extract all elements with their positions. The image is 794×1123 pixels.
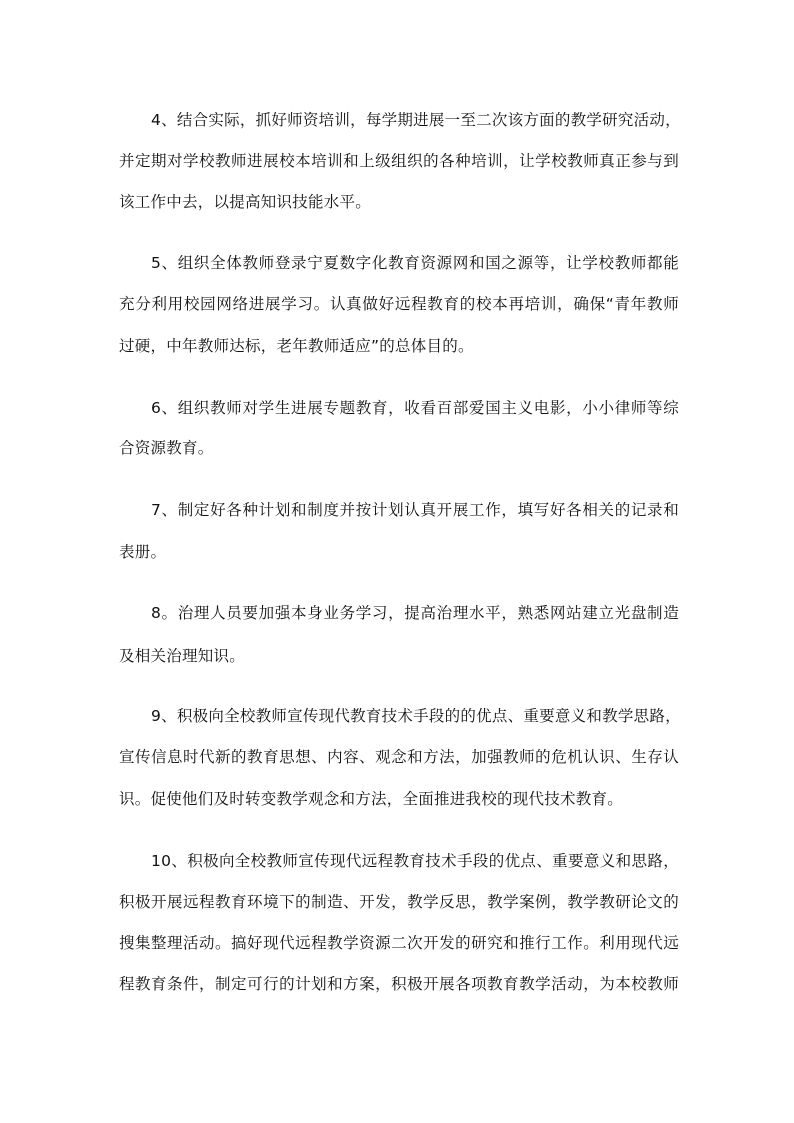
paragraph-8-line-2: 及相关治理知识。 [119, 647, 246, 665]
paragraph-9-line-3: 识。促使他们及时转变教学观念和方法，全面推进我校的现代技术教育。 [119, 790, 624, 808]
paragraph-4-line-3: 该工作中去，以提高知识技能水平。 [119, 193, 372, 211]
paragraph-4-line-2: 并定期对学校教师进展校本培训和上级组织的各种培训，让学校教师真正参与到 [119, 152, 679, 170]
paragraph-6-line-2: 合资源教育。 [119, 439, 214, 457]
paragraph-10-line-1: 10、积极向全校教师宣传现代远程教育技术手段的优点、重要意义和思路， [151, 852, 679, 870]
paragraph-5-line-3: 过硬，中年教师达标，老年教师适应”的总体目的。 [119, 337, 474, 355]
paragraph-5-line-2: 充分利用校园网络进展学习。认真做好远程教育的校本再培训，确保“青年教师 [119, 295, 679, 313]
paragraph-5-line-1: 5、组织全体教师登录宁夏数字化教育资源网和国之源等，让学校教师都能 [151, 254, 679, 272]
paragraph-10-line-4: 程教育条件，制定可行的计划和方案，积极开展各项教育教学活动，为本校教师 [119, 975, 679, 993]
paragraph-10-line-2: 积极开展远程教育环境下的制造、开发，教学反思，教学案例，教学教研论文的 [119, 893, 679, 911]
paragraph-9-line-2: 宣传信息时代新的教育思想、内容、观念和方法，加强教师的危机认识、生存认 [119, 748, 679, 766]
paragraph-6-line-1: 6、组织教师对学生进展专题教育，收看百部爱国主义电影，小小律师等综 [151, 399, 679, 417]
paragraph-8-line-1: 8。治理人员要加强本身业务学习，提高治理水平，熟悉网站建立光盘制造 [151, 604, 679, 622]
paragraph-7-line-1: 7、制定好各种计划和制度并按计划认真开展工作，填写好各相关的记录和 [151, 501, 679, 519]
paragraph-4-line-1: 4、结合实际，抓好师资培训，每学期进展一至二次该方面的教学研究活动， [151, 111, 681, 129]
paragraph-10-line-3: 搜集整理活动。搞好现代远程教学资源二次开发的研究和推行工作。利用现代远 [119, 934, 679, 952]
paragraph-7-line-2: 表册。 [119, 543, 167, 561]
paragraph-9-line-1: 9、积极向全校教师宣传现代教育技术手段的的优点、重要意义和教学思路， [151, 707, 681, 725]
